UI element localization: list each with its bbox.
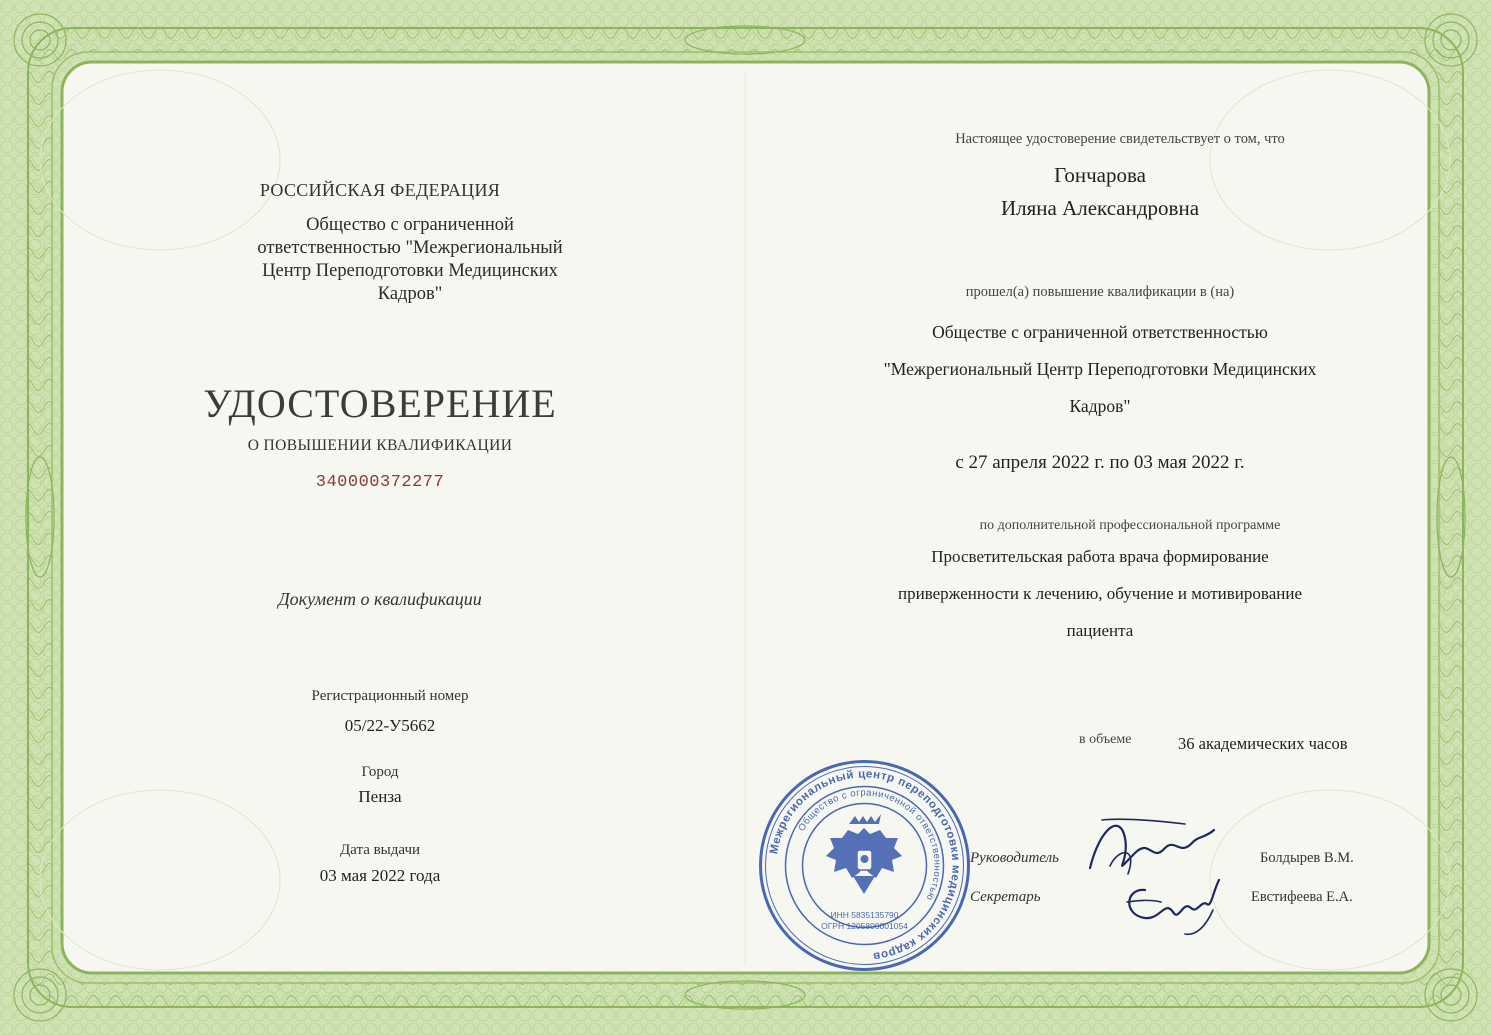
head-name: Болдырев В.М. [1260,850,1354,866]
issuer-line: ответственностью "Межрегиональный [257,238,563,258]
certifies-text: Настоящее удостоверение свидетельствует о том, что [955,131,1285,147]
eagle-emblem-icon [826,814,902,894]
seal-inn: ИНН 5835135790 [830,910,899,920]
program-line: Просветительская работа врача формирование [931,547,1269,566]
document-title: УДОСТОВЕРЕНИЕ [203,381,557,426]
registration-label: Регистрационный номер [311,688,469,704]
program-title [790,538,1410,649]
volume-label: в объеме [1079,732,1132,747]
passed-text: прошел(а) повышение квалификации в (на) [965,284,1235,300]
holder-first-patronymic: Иляна Александровна [1000,196,1200,220]
head-label: Руководитель [970,850,1059,866]
training-org-line: "Межрегиональный Центр Переподготовки Медицинских [883,359,1317,379]
secretary-label: Секретарь [970,889,1041,905]
program-intro: по дополнительной профессиональной программе [979,518,1281,533]
training-org-line: Обществе с ограниченной ответственностью [932,322,1268,342]
secretary-signature [1115,870,1225,940]
issuer-line: Кадров" [377,284,443,304]
city-value: Пенза [358,787,402,806]
city-label: Город [361,764,399,780]
country-heading: РОССИЙСКАЯ ФЕДЕРАЦИЯ [259,180,501,200]
document-type: Документ о квалификации [278,589,482,609]
training-period: с 27 апреля 2022 г. по 03 мая 2022 г. [955,452,1245,473]
volume-value: 36 академических часов [1178,734,1348,753]
issue-date-value: 03 мая 2022 года [319,866,441,885]
secretary-name: Евстифеева Е.А. [1251,889,1353,905]
seal-inner-text: Общество с ограниченной ответственностью [796,787,943,903]
program-line: пациента [1066,621,1134,640]
seal-ogrn: ОГРН 1205800001054 [821,921,908,931]
registration-number: 05/22-У5662 [344,716,436,735]
training-org-line: Кадров" [1069,396,1131,416]
program-line: приверженности к лечению, обучение и мотивирование [898,584,1302,603]
issue-date-label: Дата выдачи [339,842,421,858]
issuer-line: Центр Переподготовки Медицинских [262,261,558,281]
issuer-organization [200,214,620,306]
training-organization [800,314,1400,425]
serial-number: 340000372277 [315,473,445,492]
seal-outer-text: Межрегиональный центр переподготовки медицинских кадров [768,768,962,963]
official-seal [757,758,972,973]
issuer-line: Общество с ограниченной [306,215,514,235]
holder-last-name: Гончарова [1054,163,1146,187]
document-subtitle: О ПОВЫШЕНИИ КВАЛИФИКАЦИИ [247,437,513,454]
